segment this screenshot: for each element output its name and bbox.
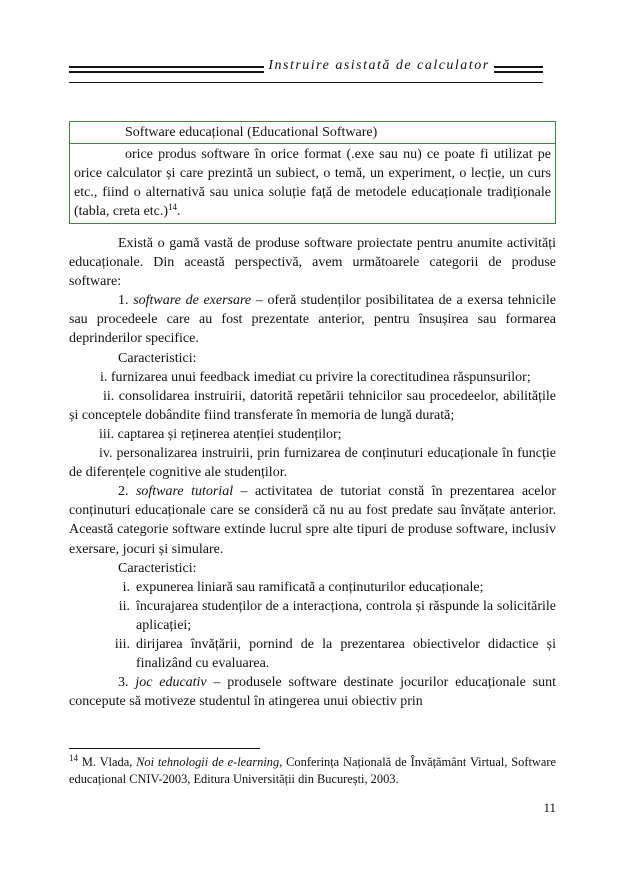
list-item: ii. consolidarea instruirii, datorită repetării tehnicilor sau procedeelor, abilitățile și conceptele dobândite fiind transferate în memoria de lungă durată; — [69, 388, 556, 423]
footnote-reference: 14 — [168, 202, 178, 212]
running-header-title: Instruire asistată de calculator — [268, 58, 490, 73]
definition-title: Software educațional (Educational Software) — [70, 122, 555, 144]
category-1-characteristics-label: Caracteristici: — [118, 350, 197, 366]
definition-box — [69, 121, 556, 224]
category-1-paragraph: 1. software de exersare – oferă studenților posibilitatea de a exersa tehnicile sau procedeele care au fost prezentate anterior, pentru însușirea sau formarea deprinderilor specifice. — [69, 293, 557, 347]
list-item: iv. personalizarea instruirii, prin furnizarea de conținuturi educaționale în funcție de diferențele cognitive ale studenților. — [69, 446, 557, 481]
main-text — [69, 234, 556, 711]
header-rule-right — [494, 66, 543, 73]
header-underline — [69, 82, 543, 83]
footnote-number: 14 — [69, 753, 78, 763]
list-item: i. furnizarea unui feedback imediat cu privire la corectitudinea răspunsurilor; — [100, 369, 531, 385]
category-3-paragraph: 3. joc educativ – produsele software destinate jocurilor educaționale sunt concepute să motiveze studentul în atingerea unui obiectiv prin — [69, 675, 557, 710]
page-number: 11 — [543, 800, 556, 815]
category-3-term: joc educativ — [135, 675, 207, 691]
definition-text: orice produs software în orice format (.exe sau nu) ce poate fi utilizat pe orice calculator și care prezintă un subiect, o temă, un experiment, o lecție, un curs etc., fiind o alternativă sau unica soluție față de metodele educaționale tradiționale (tabla, creta etc.) — [74, 147, 551, 219]
list-item: i. expunerea liniară sau ramificată a conținuturilor educaționale; — [122, 579, 484, 595]
category-2-term: software tutorial — [135, 484, 234, 500]
intro-paragraph: Există o gamă vastă de produse software proiectate pentru anumite activități educaționale. Din această perspectivă, avem următoarele categorii de produse software: — [69, 236, 556, 290]
definition-body: orice produs software în orice format (.exe sau nu) ce poate fi utilizat pe orice calculator și care prezintă un subiect, o temă, un experiment, o lecție, un curs etc., fiind o alternativă sau unica soluție față de metodele educaționale tradiționale (tabla, creta etc.)$^{14}$. — [74, 147, 551, 219]
footnote: $^{14}$ M. Vlada, Noi tehnologii de e-learning, Conferința Națională de Învățământ Virtual, Software educațional CNIV-2003, Editura Universității din București, 2003. — [69, 753, 556, 786]
category-2-paragraph: 2. software tutorial – activitatea de tutoriat constă în prezentarea acelor conținuturi educaționale care se consideră că nu au fost predate sau învățate anterior. Această categorie software extinde lucrul spre alte tipuri de produse software, inclusiv exersare, jocuri și simulare. — [69, 484, 557, 557]
footnote-work-title: Noi tehnologii de e-learning — [136, 755, 280, 769]
list-item: iii. dirijarea învățării, pornind de la prezentarea obiectivelor didactice și finalizând cu evaluarea. — [114, 636, 556, 672]
footnote-rule — [69, 748, 260, 749]
list-item: ii. încurajarea studenților de a interacționa, controla și răspunde la solicitările aplicației; — [118, 598, 556, 633]
header-rule-left — [69, 66, 264, 73]
list-item: iii. captarea și reținerea atenției studenților; — [99, 426, 342, 442]
category-1-term: software de exersare — [133, 293, 252, 309]
category-2-characteristics-label: Caracteristici: — [118, 560, 197, 576]
